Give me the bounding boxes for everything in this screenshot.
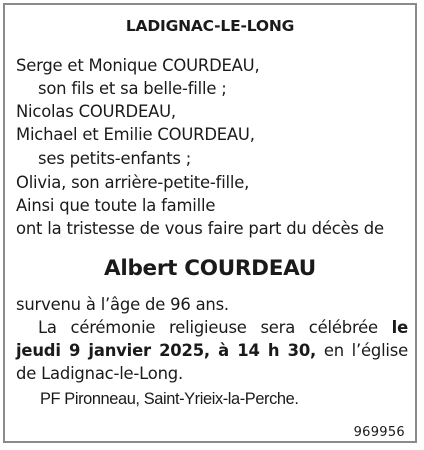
obituary-notice (5, 5, 415, 441)
family-line: ses petits-enfants ; (38, 149, 192, 168)
ceremony-date: jeudi 9 janvier 2025, à 14 h 30, (16, 341, 317, 360)
family-line: Olivia, son arrière-petite-fille, (16, 173, 250, 192)
reference-number: 969956 (353, 425, 405, 440)
ceremony-bold: le (391, 318, 408, 337)
family-line: son fils et sa belle-fille ; (38, 79, 227, 98)
family-line: Ainsi que toute la famille (16, 196, 216, 215)
family-line: Michael et Emilie COURDEAU, (16, 125, 255, 144)
age-line: survenu à l’âge de 96 ans. (16, 295, 229, 314)
announcement-line: ont la tristesse de vous faire part du décès de (16, 219, 384, 238)
ceremony-line-1 (16, 318, 408, 338)
ceremony-line-2 (16, 341, 408, 361)
ceremony-text: en l’église (323, 341, 409, 360)
notice-heading: LADIGNAC-LE-LONG (125, 17, 295, 35)
family-line: Serge et Monique COURDEAU, (16, 56, 260, 75)
ceremony-line-3: de Ladignac-le-Long. (16, 364, 184, 383)
ceremony-text: La cérémonie religieuse sera célébrée (38, 318, 378, 337)
funeral-home: PF Pironneau, Saint-Yrieix-la-Perche. (40, 390, 299, 408)
deceased-name: Albert COURDEAU (104, 256, 316, 281)
family-line: Nicolas COURDEAU, (16, 102, 176, 121)
notice-frame (3, 3, 417, 443)
